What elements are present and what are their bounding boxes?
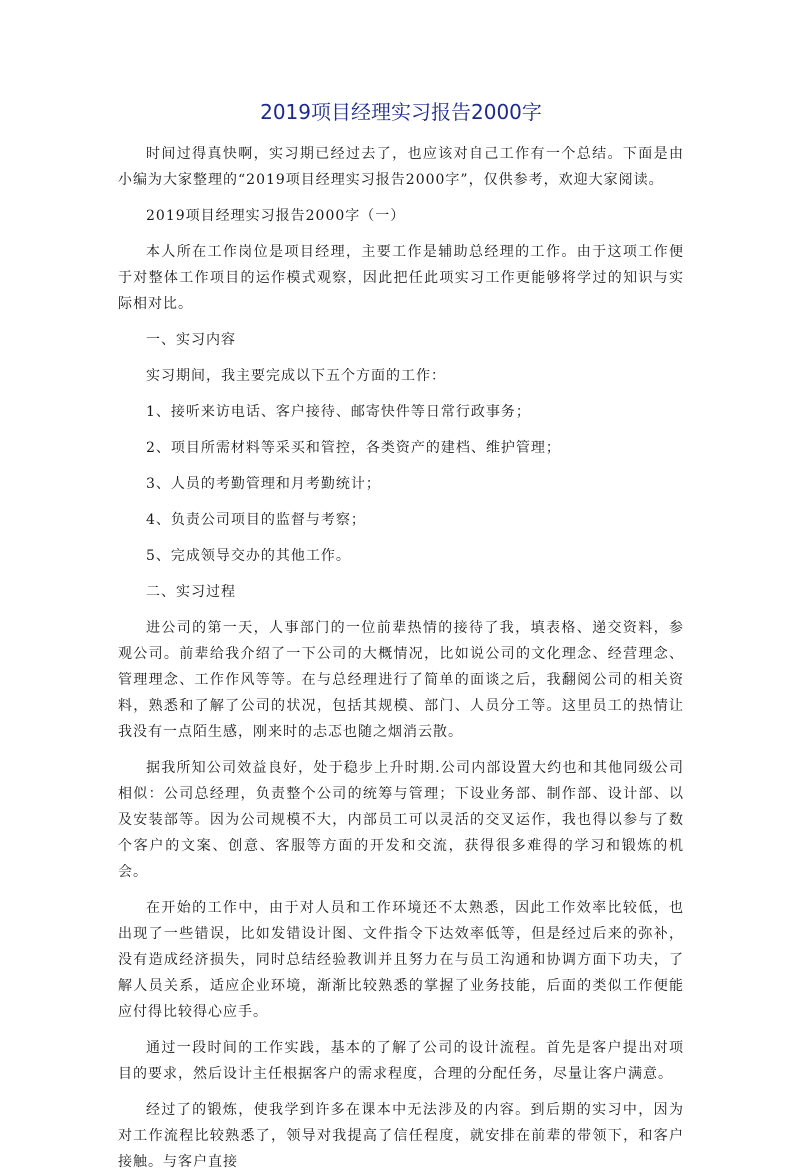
section-heading-content: 一、实习内容	[146, 332, 236, 348]
list-item: 5、完成领导交办的其他工作。	[146, 548, 351, 564]
paragraph-tasks-intro: 实习期间，我主要完成以下五个方面的工作：	[146, 368, 446, 384]
paragraph-position: 本人所在工作岗位是项目经理，主要工作是辅助总经理的工作。由于这项工作便于对整体工作项目的运作模式观察，因此把任此项实习工作更能够将学过的知识与实际相对比。	[118, 244, 684, 312]
paragraph-company: 据我所知公司效益良好，处于稳步上升时期.公司内部设置大约也和其他同级公司相似：公司总经理，负责整个公司的统筹与管理；下设业务部、制作部、设计部、以及安装部等。因为公司规模不大，内部员工可以灵活的交叉运作，我也得以参与了数个客户的文案、创意、客服等方面的开发和交流，获得很多难得的学习和锻炼的机会。	[118, 760, 684, 880]
document-title: 2019项目经理实习报告2000字	[260, 100, 542, 124]
list-item: 4、负责公司项目的监督与考察；	[146, 512, 366, 528]
paragraph-design-process: 通过一段时间的工作实践，基本的了解了公司的设计流程。首先是客户提出对项目的要求，然后设计主任根据客户的需求程度，合理的分配任务，尽量让客户满意。	[118, 1040, 684, 1082]
section-heading-process: 二、实习过程	[146, 584, 236, 600]
paragraph-intro: 时间过得真快啊，实习期已经过去了，也应该对自己工作有一个总结。下面是由小编为大家整理的“2019项目经理实习报告2000字”，仅供参考，欢迎大家阅读。	[118, 146, 684, 188]
paragraph-first-day: 进公司的第一天，人事部门的一位前辈热情的接待了我，填表格、递交资料，参观公司。前辈给我介绍了一下公司的大概情况，比如说公司的文化理念、经营理念、管理理念、工作作风等等。在与总经理进行了简单的面谈之后，我翻阅公司的相关资料，熟悉和了解了公司的状况，包括其规模、部门、人员分工等。这里员工的热情让我没有一点陌生感，刚来时的忐忑也随之烟消云散。	[118, 620, 684, 740]
paragraph-early-work: 在开始的工作中，由于对人员和工作环境还不太熟悉，因此工作效率比较低，也出现了一些错误，比如发错设计图、文件指令下达效率低等，但是经过后来的弥补，没有造成经济损失，同时总结经验教训并且努力在与员工沟通和协调方面下功夫，了解人员关系，适应企业环境，渐渐比较熟悉的掌握了业务技能，后面的类似工作便能应付得比较得心应手。	[118, 900, 684, 1020]
paragraph-subtitle: 2019项目经理实习报告2000字（一）	[146, 208, 406, 224]
list-item: 3、人员的考勤管理和月考勤统计；	[146, 476, 381, 492]
list-item: 2、项目所需材料等采买和管控，各类资产的建档、维护管理；	[146, 440, 561, 456]
list-item: 1、接听来访电话、客户接待、邮寄快件等日常行政事务；	[146, 404, 531, 420]
paragraph-training: 经过了的锻炼，使我学到许多在课本中无法涉及的内容。到后期的实习中，因为对工作流程比较熟悉了，领导对我提高了信任程度，就安排在前辈的带领下，和客户接触。与客户直接	[118, 1102, 684, 1170]
